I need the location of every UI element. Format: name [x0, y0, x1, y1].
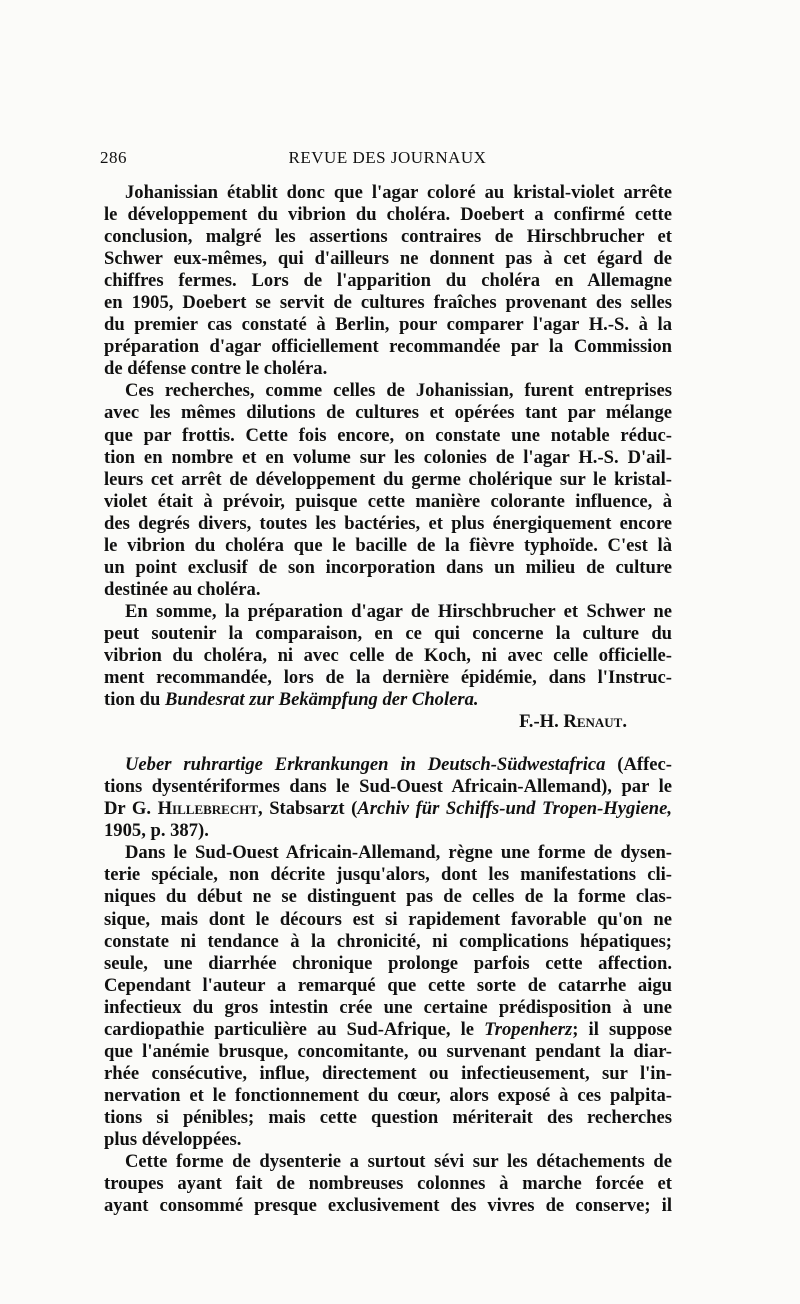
text-line: en 1905, Doebert se servit de cultures fraîches provenant des selles [104, 292, 672, 314]
text-line: chiffres fermes. Lors de l'apparition du choléra en Allemagne [104, 270, 672, 292]
text-line: En somme, la préparation d'agar de Hirschbrucher et Schwer ne [125, 600, 672, 622]
text-line: ment recommandée, lors de la dernière épidémie, dans l'Instruc- [104, 667, 672, 689]
text-line: Ces recherches, comme celles de Johanissian, furent entreprises [125, 380, 672, 402]
text-line: un point exclusif de son incorporation dans un milieu de culture [104, 556, 672, 578]
text-line: que l'anémie brusque, concomitante, ou survenant pendant la diar- [104, 1040, 672, 1062]
text-line: vibrion du choléra, ni avec celle de Koch, ni avec celle officielle- [104, 644, 672, 666]
text-line: rhée consécutive, influe, directement ou infectieusement, sur l'in- [104, 1062, 672, 1084]
text-line: de défense contre le choléra. [104, 358, 328, 380]
text-line: plus développées. [104, 1128, 242, 1150]
citation-line: tions dysentériformes dans le Sud-Ouest Africain-Allemand), par le [104, 776, 672, 798]
page-header [100, 148, 675, 172]
italic-title: Bundesrat zur Bekämpfung der Cholera. [164, 689, 479, 711]
article2-paragraph2 [104, 1151, 672, 1217]
text-line: Cependant l'auteur a remarqué que cette sorte de catarrhe aigu [104, 974, 672, 996]
citation-line: Dr G. Hillebrecht, Stabsarzt (Archiv für Schiffs-und Tropen-Hygiene, [104, 798, 672, 820]
running-title: REVUE DES JOURNAUX [288, 148, 487, 167]
article1-paragraph2 [104, 380, 672, 600]
article1-paragraph3 [104, 601, 672, 711]
text-line: Dans le Sud-Ouest Africain-Allemand, règne une forme de dysen- [125, 842, 672, 864]
article2-paragraph1 [104, 842, 672, 1151]
text-line: préparation d'agar officiellement recommandée par la Commission [104, 336, 672, 358]
citation-line: 1905, p. 387). [104, 820, 209, 842]
text-line: troupes ayant fait de nombreuses colonnes à marche forcée et [104, 1173, 672, 1195]
text-line: du premier cas constaté à Berlin, pour comparer l'agar H.-S. à la [104, 314, 672, 336]
section-gap [104, 733, 672, 754]
text-line: terie spéciale, non décrite jusqu'alors, dont les manifestations cli- [104, 864, 672, 886]
article1-paragraph1 [104, 182, 672, 380]
text-line: infectieux du gros intestin crée une certaine prédisposition à une [104, 996, 672, 1018]
text-line: cardiopathie particulière au Sud-Afrique, le Tropenherz; il suppose [104, 1018, 672, 1040]
text-line: destinée au choléra. [104, 578, 261, 600]
citation-line: Ueber ruhrartige Erkrankungen in Deutsch-Südwestafrica (Affec- [125, 754, 672, 776]
text-line: nervation et le fonctionnement du cœur, alors exposé à ces palpita- [104, 1084, 672, 1106]
page-number: 286 [100, 148, 127, 167]
text-line: peut soutenir la comparaison, en ce qui concerne la culture du [104, 622, 672, 644]
text-line: violet était à prévoir, puisque cette manière colorante influence, à [104, 490, 672, 512]
text-line: tions si pénibles; mais cette question mériterait des recherches [104, 1106, 672, 1128]
text-line: constate ni tendance à la chronicité, ni complications hépatiques; [104, 930, 672, 952]
article-title-italic: Ueber ruhrartige Erkrankungen in Deutsch-Südwestafrica [125, 754, 606, 776]
text-line: seule, une diarrhée chronique prolonge parfois cette affection. [104, 952, 672, 974]
author-name: Hillebrecht [157, 798, 259, 820]
text-line: Johanissian établit donc que l'agar coloré au kristal-violet arrête [125, 182, 672, 203]
text-line: Cette forme de dysenterie a surtout sévi sur les détachements de [125, 1151, 672, 1173]
article2-citation [104, 754, 672, 842]
author-signature: F.-H. Renaut. [519, 711, 627, 733]
page-body [104, 182, 672, 1217]
journal-name: Archiv für Schiffs-und Tropen-Hygiene, [357, 798, 672, 820]
text-line: ayant consommé presque exclusivement des vivres de conserve; il [104, 1195, 672, 1217]
text-line: que par frottis. Cette fois encore, on constate une notable réduc- [104, 424, 672, 446]
text-line: niques du début ne se distinguent pas de celles de la forme clas- [104, 886, 672, 908]
text-line: leurs cet arrêt de développement du germe cholérique sur le kristal- [104, 468, 672, 490]
text-line: avec les mêmes dilutions de cultures et opérées tant par mélange [104, 402, 672, 424]
italic-term: Tropenherz [484, 1018, 573, 1040]
text-line: le développement du vibrion du choléra. Doebert a confirmé cette [104, 204, 672, 226]
text-line: le vibrion du choléra que le bacille de la fièvre typhoïde. C'est là [104, 534, 672, 556]
text-line: tion en nombre et en volume sur les colonies de l'agar H.-S. D'ail- [104, 446, 672, 468]
text-line: des degrés divers, toutes les bactéries, et plus énergiquement encore [104, 512, 672, 534]
text-line: conclusion, malgré les assertions contraires de Hirschbrucher et [104, 226, 672, 248]
text-fragment: tion du [104, 689, 165, 711]
text-line [104, 689, 672, 711]
text-line: sique, mais dont le décours est si rapidement favorable qu'on ne [104, 908, 672, 930]
text-line: Schwer eux-mêmes, qui d'ailleurs ne donnent pas à cet égard de [104, 248, 672, 270]
